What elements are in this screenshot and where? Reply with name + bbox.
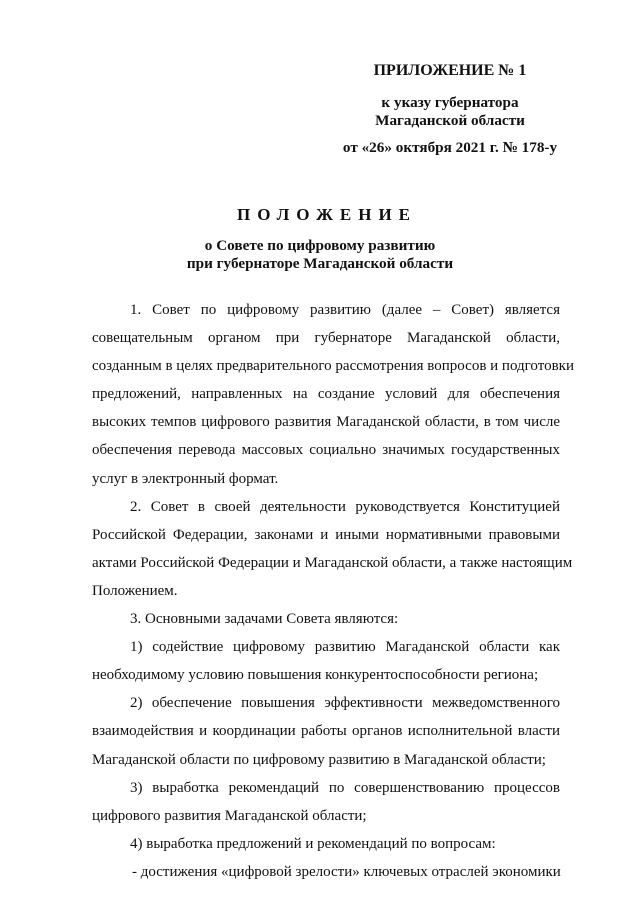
document-body (92, 296, 574, 886)
list-item-2-line: Магаданской области по цифровому развитию в Магаданской области; (92, 751, 546, 768)
paragraph-2-line: 2. Совет в своей деятельности руководствуется Конституцией (130, 498, 560, 515)
paragraph-1-line: предложений, направленных на создание условий для обеспечения (92, 386, 560, 403)
document-subtitle (0, 237, 640, 273)
paragraph-2-line: актами Российской Федерации и Магаданской области, а также настоящим (92, 554, 573, 571)
appendix-reference-line-2: Магаданской области (375, 112, 525, 129)
list-subitem-line: - достижения «цифровой зрелости» ключевых отраслей экономики (132, 863, 561, 880)
document-subtitle-line-2: при губернаторе Магаданской области (186, 255, 454, 272)
paragraph-2-line: Положением. (92, 582, 178, 599)
paragraph-2-line: Российской Федерации, законами и иными нормативными правовыми (92, 526, 560, 543)
appendix-reference (330, 94, 570, 130)
document-subtitle-line-1: о Совете по цифровому развитию (204, 237, 436, 254)
paragraph-1-line: совещательным органом при губернаторе Магаданской области, (92, 330, 560, 347)
list-item-3-line: цифрового развития Магаданской области; (92, 807, 367, 824)
appendix-title: ПРИЛОЖЕНИЕ № 1 (373, 62, 527, 79)
list-item-1-line: необходимому условию повышения конкурентоспособности региона; (92, 667, 539, 684)
paragraph-3-line: 3. Основными задачами Совета являются: (130, 611, 399, 628)
list-item-2-line: взаимодействия и координации работы органов исполнительной власти (92, 723, 560, 740)
appendix-date: от «26» октября 2021 г. № 178-у (342, 139, 558, 156)
document-title: ПОЛОЖЕНИЕ (237, 205, 417, 224)
paragraph-1-line: созданным в целях предварительного рассмотрения вопросов и подготовки (92, 358, 574, 375)
appendix-reference-line-1: к указу губернатора (381, 94, 519, 111)
list-item-4-line: 4) выработка предложений и рекомендаций по вопросам: (130, 835, 496, 852)
list-item-2-line: 2) обеспечение повышения эффективности межведомственного (130, 695, 560, 712)
list-item-3-line: 3) выработка рекомендаций по совершенствованию процессов (130, 779, 560, 796)
paragraph-1-line: 1. Совет по цифровому развитию (далее – Совет) является (130, 302, 560, 318)
list-item-1-line: 1) содействие цифровому развитию Магаданской области как (130, 639, 560, 656)
paragraph-1-line: высоких темпов цифрового развития Магаданской области, в том числе (92, 414, 560, 431)
paragraph-1-line: услуг в электронный формат. (92, 470, 279, 487)
paragraph-1-line: обеспечения перевода массовых социально значимых государственных (92, 442, 560, 459)
